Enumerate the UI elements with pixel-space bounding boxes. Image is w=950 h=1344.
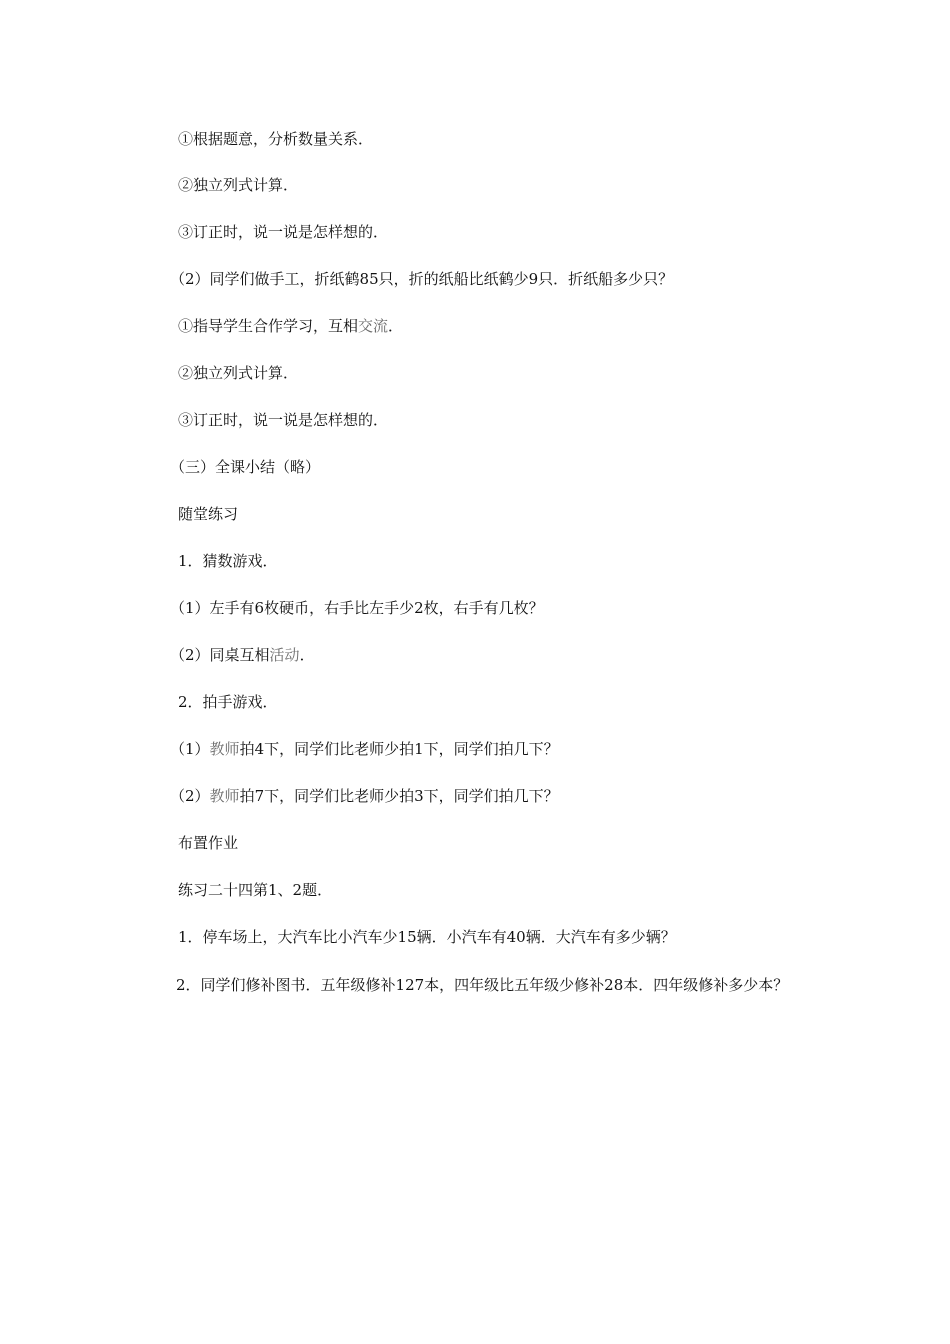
game-guess-item-1: （1）左手有6枚硬币，右手比左手少2枚，右手有几枚？ — [170, 599, 544, 617]
heading-practice: 随堂练习 — [178, 505, 239, 523]
step-analyze: ①根据题意，分析数量关系． — [178, 130, 374, 148]
link-word-activity: 活动 — [269, 646, 300, 664]
game-guess-number: 1．猜数游戏． — [178, 552, 278, 570]
step-cooperate: ①指导学生合作学习，互相交流． — [178, 317, 404, 335]
step-correct: ③订正时，说一说是怎样想的． — [178, 223, 389, 241]
step-calculate-2: ②独立列式计算． — [178, 364, 299, 382]
homework-problem-1: 1．停车场上，大汽车比小汽车少15辆．小汽车有40辆．大汽车有多少辆？ — [178, 928, 676, 946]
section-summary: （三）全课小结（略） — [170, 458, 321, 476]
link-word-exchange: 交流 — [358, 317, 389, 335]
game-clap-item-2: （2）教师拍7下，同学们比老师少拍3下，同学们拍几下？ — [170, 787, 559, 805]
homework-problem-2: 2．同学们修补图书．五年级修补127本，四年级比五年级少修补28本．四年级修补多少本？ — [176, 976, 789, 994]
problem-paper-boats: （2）同学们做手工，折纸鹤85只，折的纸船比纸鹤少9只．折纸船多少只？ — [170, 270, 674, 288]
step-correct-2: ③订正时，说一说是怎样想的． — [178, 411, 389, 429]
homework-reference: 练习二十四第1、2题． — [178, 881, 333, 899]
link-word-teacher: 教师 — [209, 740, 240, 758]
game-clap-item-1: （1）教师拍4下，同学们比老师少拍1下，同学们拍几下？ — [170, 740, 559, 758]
game-guess-item-2: （2）同桌互相活动． — [170, 646, 315, 664]
heading-homework: 布置作业 — [178, 834, 239, 852]
link-word-teacher-2: 教师 — [209, 787, 240, 805]
step-calculate: ②独立列式计算． — [178, 176, 299, 194]
game-clap: 2．拍手游戏． — [178, 693, 278, 711]
